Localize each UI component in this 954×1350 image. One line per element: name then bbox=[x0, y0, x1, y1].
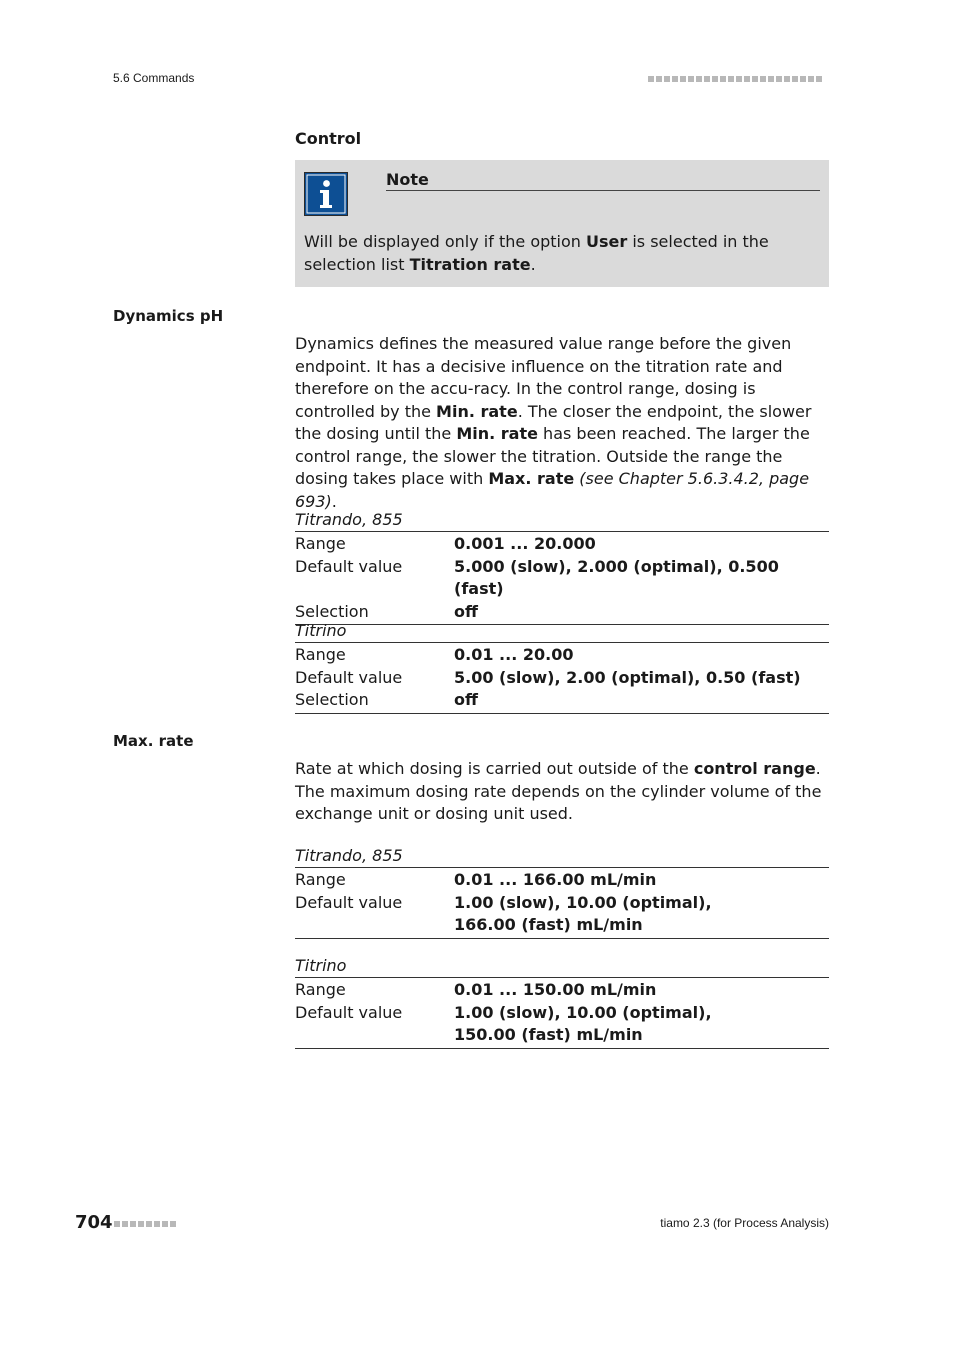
table-row: Default value 1.00 (slow), 10.00 (optimal), 150.00 (fast) mL/min bbox=[295, 1002, 712, 1044]
max-rate-table-titrino bbox=[295, 955, 829, 1049]
dynamics-description: Dynamics defines the measured value range before the given endpoint. It has a decisive influence on the titration rate and therefore on the accu-racy. In the control range, dosing is controlled by the Min. rate. The closer the endpoint, the slower the dosing until the Min. rate has been reached. The larger the control range, the slower the titration. Outside the range the dosing takes place with Max. rate (see Chapter 5.6.3.4.2, page 693). bbox=[295, 334, 812, 511]
option-user: User bbox=[586, 232, 628, 251]
footer-product: tiamo 2.3 (for Process Analysis) bbox=[660, 1216, 829, 1230]
dynamics-table-titrando bbox=[295, 509, 829, 625]
note-title: Note bbox=[386, 170, 820, 191]
max-rate-description: Rate at which dosing is carried out outside of the control range. The maximum dosing rate depends on the cylinder volume of the exchange unit or dosing unit used. bbox=[295, 759, 822, 823]
list-titration-rate: Titration rate bbox=[409, 254, 531, 274]
info-icon bbox=[304, 172, 348, 216]
table-row: Default value 5.00 (slow), 2.00 (optimal), 0.50 (fast) bbox=[295, 667, 801, 687]
chapter-reference: (see Chapter 5.6.3.4.2, page 693) bbox=[295, 469, 810, 511]
table-row: Default value 5.000 (slow), 2.000 (optimal), 0.500 (fast) bbox=[295, 556, 779, 598]
table-row: Range 0.001 ... 20.000 bbox=[295, 534, 596, 553]
header-decor-dots bbox=[648, 76, 822, 82]
note-text: Will be displayed only if the option User is selected in the selection list Titration rate. bbox=[304, 232, 769, 274]
page-number: 704 bbox=[75, 1212, 113, 1233]
table-row: Range 0.01 ... 20.00 bbox=[295, 645, 574, 664]
table-row: Selection off bbox=[295, 601, 478, 621]
table-row: Selection off bbox=[295, 690, 478, 709]
dynamics-table-titrino bbox=[295, 620, 829, 714]
dynamics-heading: Dynamics pH bbox=[113, 307, 224, 325]
max-rate-table-titrando bbox=[295, 845, 829, 939]
control-heading: Control bbox=[295, 129, 362, 148]
max-rate-heading: Max. rate bbox=[113, 732, 194, 750]
running-header-section: 5.6 Commands bbox=[113, 71, 195, 85]
table-row: Range 0.01 ... 166.00 mL/min bbox=[295, 870, 657, 889]
table-caption: Titrino bbox=[295, 621, 347, 640]
note-box bbox=[295, 160, 829, 287]
footer-decor-dots bbox=[114, 1221, 176, 1227]
table-row: Default value 1.00 (slow), 10.00 (optimal), 166.00 (fast) mL/min bbox=[295, 892, 712, 934]
table-caption: Titrando, 855 bbox=[295, 510, 403, 529]
table-caption: Titrando, 855 bbox=[295, 846, 403, 865]
table-caption: Titrino bbox=[295, 956, 347, 975]
table-row: Range 0.01 ... 150.00 mL/min bbox=[295, 980, 657, 999]
